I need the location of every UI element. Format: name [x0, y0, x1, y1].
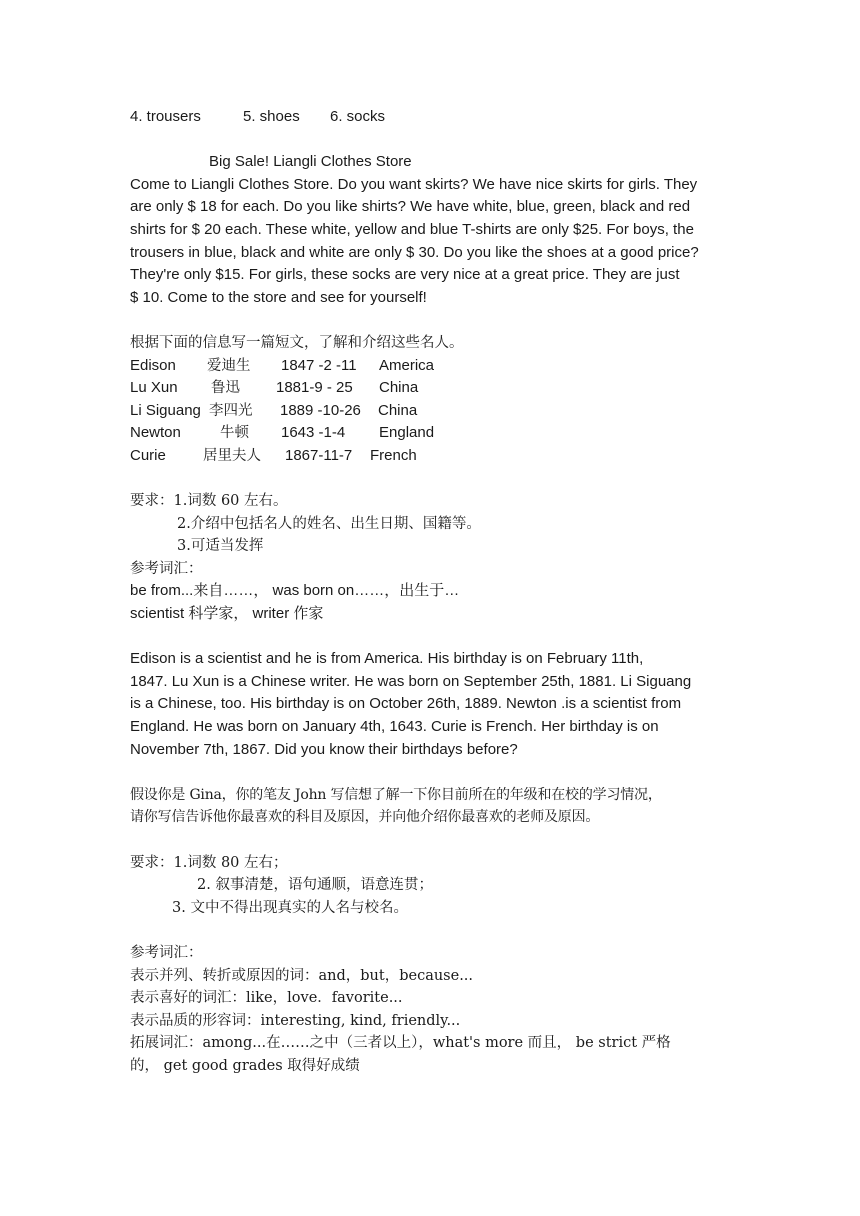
- item-shoes: 5. shoes: [243, 108, 300, 125]
- vocab-line: 拓展词汇：among...在……之中（三者以上），what's more 而且， be strict 严格: [130, 1035, 671, 1052]
- req-item: 2.介绍中包括名人的姓名、出生日期、国籍等。: [177, 515, 481, 532]
- task1-prompt: 根据下面的信息写一篇短文，了解和介绍这些名人。: [130, 334, 464, 351]
- ad-line: are only $ 18 for each. Do you like shirts? We have white, blue, green, black and red: [130, 198, 691, 216]
- person-en: Edison: [130, 356, 176, 374]
- req-item: 3. 文中不得出现真实的人名与校名。: [172, 899, 408, 916]
- req-item: 2. 叙事清楚，语句通顺，语意连贯；: [197, 877, 433, 894]
- person-date: 1889 -10-26: [280, 401, 361, 419]
- person-date: 1881-9 - 25: [276, 379, 353, 397]
- req-item: 1.词数 80 左右；: [173, 854, 288, 871]
- person-date: 1867-11-7: [285, 446, 353, 464]
- person-row: [130, 400, 730, 423]
- person-country: America: [379, 356, 435, 374]
- ad-title: Big Sale! Liangli Clothes Store: [209, 153, 412, 171]
- vocab-line: 表示喜好的词汇：like，love．favorite...: [130, 990, 403, 1007]
- answer-line: Edison is a scientist and he is from America. His birthday is on February 11th,: [130, 650, 644, 668]
- answer-line: 1847. Lu Xun is a Chinese writer. He was born on September 25th, 1881. Li Siguang: [130, 672, 692, 690]
- ad-line: They're only $15. For girls, these socks are very nice at a great price. They are just: [130, 266, 680, 284]
- person-country: China: [378, 401, 418, 419]
- ad-line: trousers in blue, black and white are only $ 30. Do you like the shoes at a good price?: [130, 243, 699, 261]
- person-en: Lu Xun: [130, 379, 178, 397]
- task2-requirements: [130, 852, 730, 875]
- ad-line: Come to Liangli Clothes Store. Do you want skirts? We have nice skirts for girls. They: [130, 175, 698, 193]
- person-en: Li Siguang: [130, 401, 201, 419]
- vocab-label: 参考词汇：: [130, 944, 203, 961]
- vocab-line: 表示品质的形容词：interesting, kind, friendly...: [130, 1012, 461, 1029]
- answer-line: is a Chinese, too. His birthday is on October 26th, 1889. Newton .is a scientist from: [130, 695, 682, 713]
- person-country: England: [379, 424, 435, 442]
- items-line: [130, 106, 730, 129]
- task1-requirements: [130, 490, 730, 513]
- req-item: 1.词数 60 左右。: [173, 493, 288, 510]
- person-country: French: [370, 446, 417, 464]
- answer-line: November 7th, 1867. Did you know their birthdays before?: [130, 740, 518, 758]
- person-row: [130, 445, 730, 468]
- vocab-line: 的， get good grades 取得好成绩: [130, 1057, 360, 1074]
- item-trousers: 4. trousers: [130, 108, 201, 125]
- person-row: [130, 355, 730, 378]
- person-country: China: [379, 379, 419, 397]
- person-cn: 爱迪生: [207, 357, 251, 374]
- vocab-line: scientist 科学家， writer 作家: [130, 605, 324, 623]
- person-date: 1847 -2 -11: [281, 356, 357, 374]
- req-item: 3.可适当发挥: [177, 538, 264, 555]
- ad-line: shirts for $ 20 each. These white, yellow and blue T-shirts are only $25. For boys, the: [130, 220, 694, 238]
- person-cn: 李四光: [209, 402, 253, 419]
- person-cn: 居里夫人: [203, 447, 261, 464]
- item-socks: 6. socks: [330, 108, 386, 125]
- ad-line: $ 10. Come to the store and see for yourself!: [130, 288, 427, 306]
- req-label: 要求：: [130, 493, 174, 510]
- person-en: Newton: [130, 424, 181, 442]
- person-en: Curie: [130, 446, 166, 464]
- vocab-line: be from...来自……， was born on……，出生于…: [130, 582, 460, 600]
- answer-line: England. He was born on January 4th, 1643. Curie is French. Her birthday is on: [130, 718, 659, 736]
- person-cn: 鲁迅: [211, 380, 240, 397]
- vocab-label: 参考词汇：: [130, 560, 203, 577]
- person-row: [130, 377, 730, 400]
- document-page: [130, 106, 730, 1078]
- task2-prompt: 假设你是 Gina，你的笔友 John 写信想了解一下你目前所在的年级和在校的学习情况，: [130, 786, 662, 803]
- person-date: 1643 -1-4: [281, 424, 346, 442]
- person-row: [130, 422, 730, 445]
- req-label: 要求：: [130, 854, 174, 871]
- vocab-line: 表示并列、转折或原因的词：and，but，because...: [130, 967, 474, 984]
- task2-prompt: 请你写信告诉他你最喜欢的科目及原因，并向他介绍你最喜欢的老师及原因。: [130, 809, 600, 826]
- person-cn: 牛顿: [220, 425, 249, 442]
